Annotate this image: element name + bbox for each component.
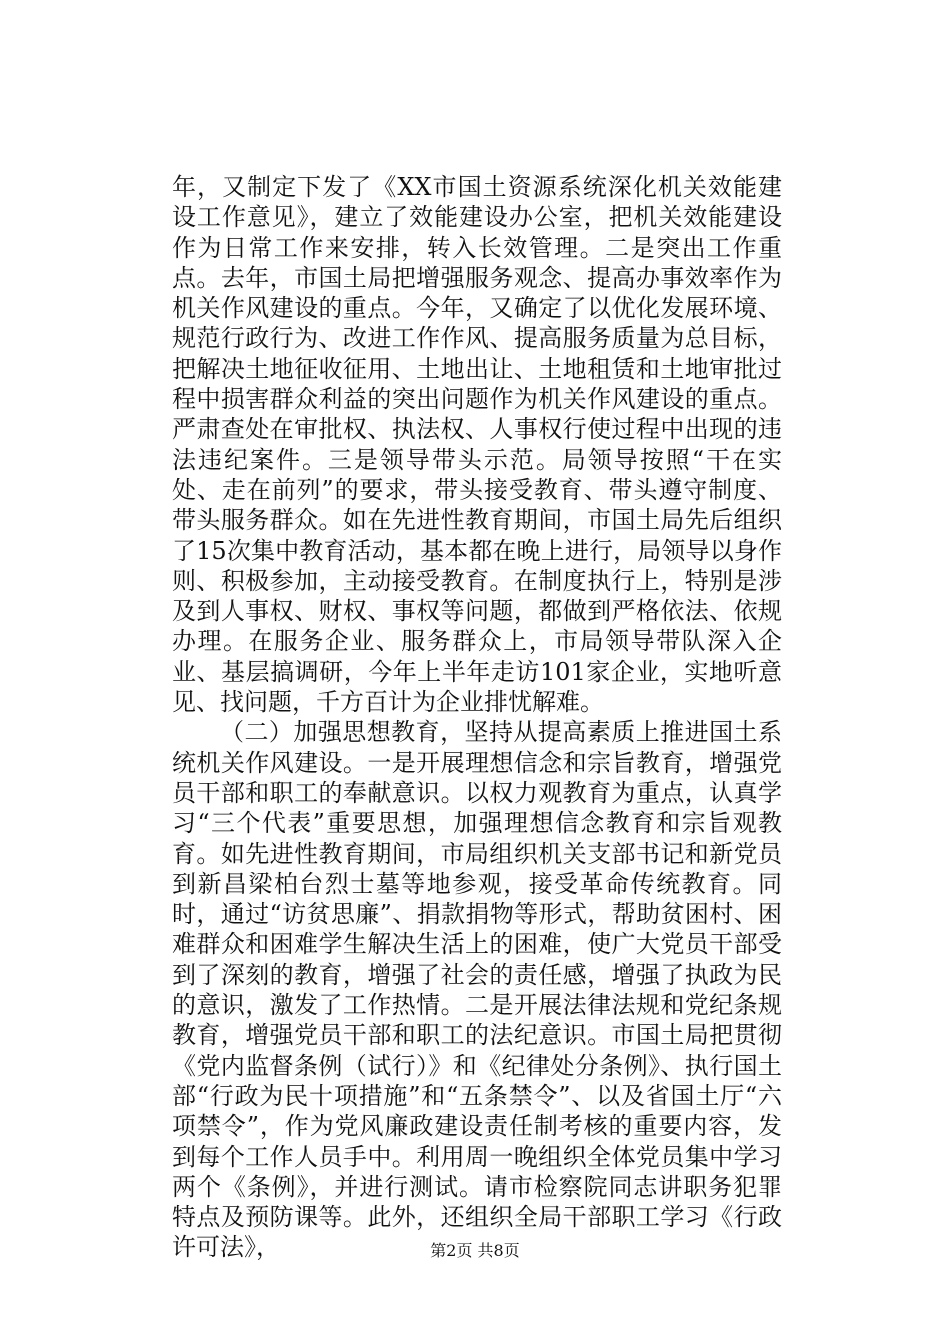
page-number-footer: 第2页 共8页: [430, 1241, 520, 1260]
paragraph-section-two: （二）加强思想教育，坚持从提高素质上推进国土系统机关作风建设。一是开展理想信念和宗旨教育，增强党员干部和职工的奉献意识。以权力观教育为重点，认真学习“三个代表”重要思想，加强理想信念教育和宗旨观教育。如先进性教育期间，市局组织机关支部书记和新党员到新昌梁柏台烈士墓等地参观，接受革命传统教育。同时，通过“访贫思廉”、捐款捐物等形式，帮助贫困村、困难群众和困难学生解决生活上的困难，使广大党员干部受到了深刻的教育，增强了社会的责任感，增强了执政为民的意识，激发了工作热情。二是开展法律法规和党纪条规教育，增强党员干部和职工的法纪意识。市国土局把贯彻《党内监督条例（试行）》和《纪律处分条例》、执行国土部“行政为民十项措施”和“五条禁令”、以及省国土厅“六项禁令”，作为党风廉政建设责任制考核的重要内容，发到每个工作人员手中。利用周一晚组织全体党员集中学习两个《条例》，并进行测试。请市检察院同志讲职务犯罪特点及预防课等。此外，还组织全局干部职工学习《行政许可法》，: [172, 718, 782, 1262]
paragraph-continuation: 年，又制定下发了《XX市国土资源系统深化机关效能建设工作意见》，建立了效能建设办公室，把机关效能建设作为日常工作来安排，转入长效管理。二是突出工作重点。去年，市国土局把增强服务观念、提高办事效率作为机关作风建设的重点。今年，又确定了以优化发展环境、规范行政行为、改进工作作风、提高服务质量为总目标，把解决土地征收征用、土地出让、土地租赁和土地审批过程中损害群众利益的突出问题作为机关作风建设的重点。严肃查处在审批权、执法权、人事权行使过程中出现的违法违纪案件。三是领导带头示范。局领导按照“干在实处、走在前列”的要求，带头接受教育、带头遵守制度、带头服务群众。如在先进性教育期间，市国土局先后组织了15次集中教育活动，基本都在晚上进行，局领导以身作则、积极参加，主动接受教育。在制度执行上，特别是涉及到人事权、财权、事权等问题，都做到严格依法、依规办理。在服务企业、服务群众上，市局领导带队深入企业、基层搞调研，今年上半年走访101家企业，实地听意见、找问题，千方百计为企业排忧解难。: [172, 173, 782, 717]
document-body: [172, 172, 782, 1263]
